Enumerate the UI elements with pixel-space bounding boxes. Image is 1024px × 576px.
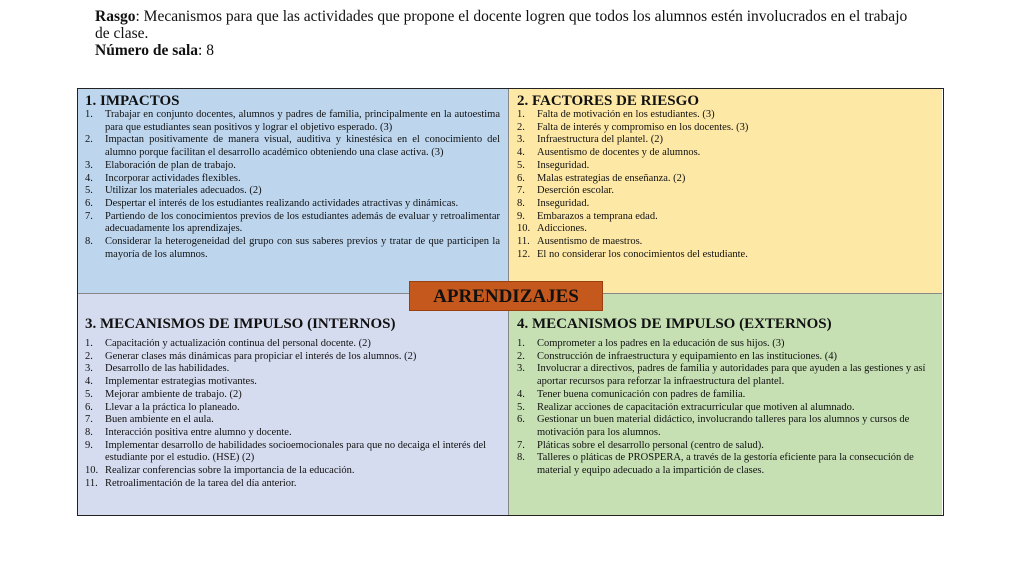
list-item-text: Generar clases más dinámicas para propiciar el interés de los alumnos. (2) <box>105 350 417 362</box>
list-item-text: Embarazos a temprana edad. <box>537 210 658 222</box>
document-header <box>95 8 925 59</box>
list-item-number: 5. <box>517 159 525 171</box>
list-item <box>85 109 500 134</box>
list-item-number: 4. <box>517 147 525 159</box>
list-item-text: Inseguridad. <box>537 159 590 171</box>
list-item-text: Implementar estrategias motivantes. <box>105 376 257 388</box>
list-item-number: 4. <box>85 172 93 184</box>
sala-line <box>95 42 925 59</box>
list-item-text: Incorporar actividades flexibles. <box>105 172 241 184</box>
list-item-text: Gestionar un buen material didáctico, involucrando talleres para los alumnos y cursos de motivación para los alumnos. <box>537 414 910 438</box>
list-item <box>517 440 934 453</box>
list-item-number: 8. <box>85 426 93 438</box>
list-item <box>517 249 934 262</box>
list-item-number: 7. <box>85 414 93 426</box>
list-item-number: 9. <box>85 439 93 451</box>
quadrant-title: 1. IMPACTOS <box>85 93 180 109</box>
list-item <box>517 414 934 439</box>
list-item-text: Talleres o pláticas de PROSPERA, a través de la gestoría eficiente para la consecución de material y equipo adecuado a la impartición de clases. <box>537 452 914 477</box>
list-item <box>517 147 934 160</box>
quadrant-title: 4. MECANISMOS DE IMPULSO (EXTERNOS) <box>517 316 832 332</box>
list-item <box>85 402 500 415</box>
list-item-text: Infraestructura del plantel. (2) <box>537 134 663 146</box>
list-item-text: Considerar la heterogeneidad del grupo con sus saberes previos y tratar de que participen la mayoría de los alumnos. <box>105 236 500 260</box>
list-item-text: Ausentismo de docentes y de alumnos. <box>537 147 701 159</box>
quadrant-list <box>85 338 500 490</box>
list-item <box>517 389 934 402</box>
list-item <box>85 376 500 389</box>
list-item-text: Llevar a la práctica lo planeado. <box>105 401 240 413</box>
list-item <box>517 236 934 249</box>
list-item <box>85 389 500 402</box>
list-item-number: 3. <box>517 134 525 146</box>
list-item <box>85 478 500 491</box>
list-item-number: 1. <box>85 109 93 120</box>
list-item-text: Capacitación y actualización continua del personal docente. (2) <box>105 338 371 349</box>
list-item <box>85 363 500 376</box>
list-item-number: 10. <box>517 223 531 235</box>
list-item-text: Deserción escolar. <box>537 185 614 197</box>
list-item <box>517 452 934 477</box>
list-item <box>517 363 934 388</box>
list-item-number: 7. <box>85 210 93 222</box>
rasgo-line <box>95 8 925 42</box>
list-item-text: Comprometer a los padres en la educación de sus hijos. (3) <box>537 338 785 349</box>
sala-label: Número de sala <box>95 42 199 59</box>
list-item-number: 1. <box>85 338 93 349</box>
list-item <box>517 160 934 173</box>
list-item-number: 1. <box>517 109 525 120</box>
list-item-text: Desarrollo de las habilidades. <box>105 363 230 375</box>
list-item-number: 6. <box>85 197 93 209</box>
list-item-number: 6. <box>517 414 525 426</box>
list-item-number: 7. <box>517 439 525 451</box>
center-label-aprendizajes: APRENDIZAJES <box>409 281 603 311</box>
list-item-text: Partiendo de los conocimientos previos de los estudiantes además de evaluar y retroalimentar adecuadamente los aprendizajes. <box>105 210 500 235</box>
list-item-text: Implementar desarrollo de habilidades socioemocionales para que no decaiga el interés del estudiante por el estudio. (HSE) (2) <box>105 439 487 464</box>
list-item-number: 10. <box>85 465 99 477</box>
list-item <box>85 198 500 211</box>
list-item-number: 2. <box>85 350 93 362</box>
list-item-number: 11. <box>517 236 530 248</box>
list-item <box>85 338 500 351</box>
list-item-text: Ausentismo de maestros. <box>537 236 643 248</box>
list-item <box>517 223 934 236</box>
list-item-text: Mejorar ambiente de trabajo. (2) <box>105 388 242 400</box>
list-item-number: 1. <box>517 338 525 349</box>
quadrant-impulso-internos <box>78 294 509 515</box>
list-item-text: Involucrar a directivos, padres de familia y autoridades para que ayuden a las gestiones y así aportar recursos para reforzar la infraestructura del plantel. <box>537 363 926 388</box>
quadrant-factores-riesgo <box>509 89 942 294</box>
list-item <box>85 211 500 236</box>
list-item <box>85 134 500 159</box>
list-item <box>517 109 934 122</box>
list-item <box>517 134 934 147</box>
quadrant-list <box>517 338 934 478</box>
list-item-number: 4. <box>517 388 525 400</box>
list-item-number: 2. <box>517 121 525 133</box>
list-item-number: 8. <box>517 452 525 464</box>
list-item <box>517 338 934 351</box>
list-item-text: Interacción positiva entre alumno y docente. <box>105 426 292 438</box>
list-item-number: 5. <box>517 401 525 413</box>
list-item-number: 3. <box>517 363 525 375</box>
quadrant-list <box>517 109 934 261</box>
list-item <box>85 440 500 465</box>
list-item-number: 3. <box>85 159 93 171</box>
list-item-text: Realizar conferencias sobre la importancia de la educación. <box>105 465 355 477</box>
list-item-number: 2. <box>517 350 525 362</box>
list-item-text: Realizar acciones de capacitación extracurricular que motiven al alumnado. <box>537 401 855 413</box>
list-item-number: 4. <box>85 376 93 388</box>
list-item-number: 7. <box>517 185 525 197</box>
list-item <box>85 351 500 364</box>
list-item <box>517 173 934 186</box>
list-item <box>85 465 500 478</box>
list-item-text: El no considerar los conocimientos del estudiante. <box>537 248 748 260</box>
quadrant-impactos <box>78 89 509 294</box>
list-item-number: 12. <box>517 248 531 260</box>
list-item <box>85 414 500 427</box>
sala-text: : 8 <box>198 42 214 59</box>
list-item <box>517 402 934 415</box>
list-item-text: Adicciones. <box>537 223 587 235</box>
list-item-text: Retroalimentación de la tarea del día anterior. <box>105 477 297 489</box>
rasgo-text: : Mecanismos para que las actividades que propone el docente logren que todos los alumnos estén involucrados en el trabajo de clase. <box>95 8 908 42</box>
list-item-text: Utilizar los materiales adecuados. (2) <box>105 185 262 197</box>
list-item-text: Buen ambiente en el aula. <box>105 414 214 426</box>
list-item-number: 5. <box>85 388 93 400</box>
list-item <box>517 211 934 224</box>
list-item <box>85 160 500 173</box>
list-item-number: 9. <box>517 210 525 222</box>
quadrant-title: 3. MECANISMOS DE IMPULSO (INTERNOS) <box>85 316 396 332</box>
list-item <box>517 198 934 211</box>
list-item <box>517 351 934 364</box>
list-item-text: Despertar el interés de los estudiantes realizando actividades atractivas y dinámicas. <box>105 197 459 209</box>
quadrant-list <box>85 109 500 261</box>
list-item <box>517 122 934 135</box>
list-item-text: Elaboración de plan de trabajo. <box>105 159 236 171</box>
list-item-text: Trabajar en conjunto docentes, alumnos y padres de familia, principalmente en la autoestima para que estudiantes sean positivos y lograr el objetivo esperado. (3) <box>105 109 500 133</box>
list-item-number: 2. <box>85 134 93 146</box>
list-item-text: Construcción de infraestructura y equipamiento en las instituciones. (4) <box>537 350 838 362</box>
list-item <box>85 236 500 261</box>
list-item-text: Falta de motivación en los estudiantes. (3) <box>537 109 715 120</box>
list-item <box>517 185 934 198</box>
list-item-number: 5. <box>85 185 93 197</box>
list-item-text: Falta de interés y compromiso en los docentes. (3) <box>537 121 749 133</box>
list-item-number: 6. <box>85 401 93 413</box>
list-item-text: Tener buena comunicación con padres de familia. <box>537 388 746 400</box>
quadrant-impulso-externos <box>509 294 942 515</box>
list-item <box>85 427 500 440</box>
quadrant-title: 2. FACTORES DE RIESGO <box>517 93 699 109</box>
list-item-number: 3. <box>85 363 93 375</box>
list-item-number: 8. <box>517 197 525 209</box>
list-item-number: 11. <box>85 477 98 489</box>
list-item-text: Malas estrategias de enseñanza. (2) <box>537 172 686 184</box>
list-item-text: Inseguridad. <box>537 197 590 209</box>
list-item-number: 8. <box>85 236 93 248</box>
list-item <box>85 173 500 186</box>
list-item <box>85 185 500 198</box>
list-item-text: Impactan positivamente de manera visual, auditiva y kinestésica en el conocimiento del alumno porque facilitan el desarrollo académico obteniendo una clase activa. (3) <box>105 134 500 159</box>
rasgo-label: Rasgo <box>95 8 136 25</box>
list-item-text: Pláticas sobre el desarrollo personal (centro de salud). <box>537 439 764 451</box>
list-item-number: 6. <box>517 172 525 184</box>
